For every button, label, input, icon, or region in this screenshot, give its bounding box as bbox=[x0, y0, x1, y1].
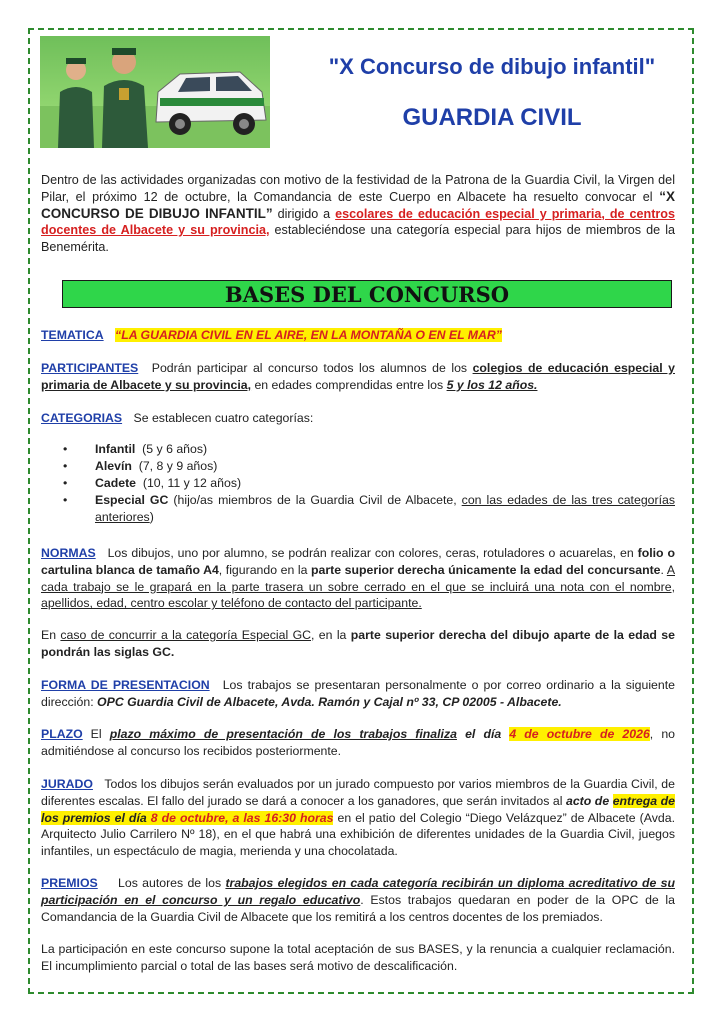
participantes-schools: colegios de educación especial y primaria de Albacete y su provincia, bbox=[41, 361, 675, 392]
premios-diploma: trabajos elegidos en cada categoría recibirán un diploma acreditativo de su participación en el concurso y un regalo educativo bbox=[41, 876, 675, 907]
intro-text-3: estableciéndose una categoría especial para hijos de miembros de la Benemérita. bbox=[41, 223, 675, 255]
normas-text-5: . bbox=[660, 562, 667, 577]
contest-name: “X CONCURSO DE DIBUJO INFANTIL” bbox=[41, 188, 675, 221]
intro-paragraph bbox=[41, 172, 675, 256]
jurado-text-1: Todos los dibujos serán evaluados por un jurado compuesto por varios miembros de la Guardia Civil, de diferentes escalas. El fallo del jurado se dará a conocer a los ganadores, que serán invitados al bbox=[41, 777, 675, 808]
forma-label: FORMA DE PRESENTACION bbox=[41, 678, 210, 692]
jurado-act: acto de bbox=[565, 793, 613, 808]
participantes-label: PARTICIPANTES bbox=[41, 361, 139, 375]
intro-text-2: dirigido a bbox=[272, 206, 336, 221]
section-premios bbox=[41, 875, 675, 925]
normas-age-position: parte superior derecha únicamente la edad del concursante bbox=[310, 562, 661, 577]
section-normas bbox=[41, 545, 675, 612]
jurado-awards: entrega de los premios el día bbox=[41, 793, 676, 825]
target-audience: escolares de educación especial y primaria, de centros docentes de Albacete y su provincia, bbox=[41, 206, 676, 238]
plazo-text-5: , no admitiéndose al concurso los recibidos posteriormente. bbox=[41, 727, 676, 758]
categories-list bbox=[41, 441, 675, 526]
normas-paper: folio o cartulina blanca de tamaño A4 bbox=[41, 546, 675, 577]
categorias-text: Se establecen cuatro categorías: bbox=[133, 411, 314, 425]
normas-label: NORMAS bbox=[41, 546, 96, 560]
category-name: Cadete bbox=[95, 476, 137, 490]
section-jurado bbox=[41, 776, 675, 860]
categorias-label: CATEGORIAS bbox=[41, 411, 123, 425]
bases-heading-text: BASES DEL CONCURSO bbox=[224, 282, 510, 307]
participantes-ages: 5 y los 12 años. bbox=[446, 377, 538, 392]
category-name: Especial GC bbox=[95, 493, 169, 507]
list-item bbox=[41, 492, 675, 526]
category-detail: (10, 11 y 12 años) bbox=[142, 476, 242, 490]
normas-envelope: A cada trabajo se le grapará en la parte trasera un sobre cerrado en el que se incluirá una nota con el nombre, apellidos, edad, centro escolar y teléfono de contacto del participante. bbox=[41, 562, 676, 611]
category-detail-underlined: con las edades de las tres categorías anteriores bbox=[95, 493, 675, 524]
participantes-text-3: en edades comprendidas entre los bbox=[251, 377, 447, 392]
officers-and-vehicle-illustration bbox=[40, 36, 270, 148]
tematica-text: “LA GUARDIA CIVIL EN EL AIRE, EN LA MONTAÑA O EN EL MAR” bbox=[115, 328, 502, 342]
jurado-date: 8 de octubre, a las 16:30 horas bbox=[150, 810, 334, 825]
category-detail: (5 y 6 años) bbox=[142, 442, 208, 456]
list-item bbox=[41, 475, 675, 492]
premios-label: PREMIOS bbox=[41, 876, 98, 890]
section-plazo bbox=[41, 726, 675, 760]
guardia-civil-photo bbox=[40, 36, 270, 148]
especial-case: caso de concurrir a la categoría Especial GC bbox=[60, 628, 312, 642]
category-name: Infantil bbox=[95, 442, 136, 456]
jurado-text-5: en el patio del Colegio “Diego Velázquez” de Albacete (Avda. Arquitecto Julio Carrilero Nº 18), en el que habrá una exhibición de diferentes unidades de la Guardia Civil, juegos infantiles, un espectáculo de magia, merienda y una chocolatada. bbox=[41, 810, 675, 859]
especial-text-3: , en la bbox=[311, 628, 351, 642]
forma-text-1: Los trabajos se presentaran personalmente o por correo ordinario a la siguiente dirección: bbox=[41, 678, 675, 709]
jurado-label: JURADO bbox=[41, 777, 93, 791]
tematica-label: TEMATICA bbox=[41, 328, 104, 342]
premios-text-1: Los autores de los bbox=[118, 876, 226, 890]
category-detail-end: ) bbox=[149, 510, 154, 524]
category-detail: (hijo/as miembros de la Guardia Civil de Albacete, bbox=[173, 493, 462, 507]
section-participantes bbox=[41, 360, 675, 394]
premios-text-3: . Estos trabajos quedaran en poder de la OPC de la Comandancia de la Guardia Civil de Albacete que los remitirá a los centros docentes de los premiados. bbox=[41, 892, 675, 924]
especial-text-1: En bbox=[41, 628, 61, 642]
closing-paragraph bbox=[41, 941, 675, 975]
section-categorias bbox=[41, 410, 675, 427]
normas-text-3: , figurando en la bbox=[218, 562, 311, 577]
section-especial bbox=[41, 627, 675, 661]
list-item bbox=[41, 441, 675, 458]
intro-text-1: Dentro de las actividades organizadas con motivo de la festividad de la Patrona de la Guardia Civil, la Virgen del Pilar, el próximo 12 de octubre, la Comandancia de este Cuerpo en Albacete ha resuelto convocar el bbox=[41, 173, 675, 204]
list-item bbox=[41, 458, 675, 475]
plazo-deadline: plazo máximo de presentación de los trabajos finaliza bbox=[109, 727, 457, 741]
normas-text-1: Los dibujos, uno por alumno, se podrán realizar con colores, ceras, rotuladores o acuarelas, en bbox=[107, 546, 638, 560]
participantes-text-1: Podrán participar al concurso todos los alumnos de los bbox=[151, 361, 473, 375]
contest-title: "X Concurso de dibujo infantil" bbox=[328, 54, 656, 79]
plazo-date: 4 de octubre de 2026 bbox=[509, 727, 650, 741]
section-forma bbox=[41, 677, 675, 711]
category-detail: (7, 8 y 9 años) bbox=[138, 459, 218, 473]
plazo-text-3: el día bbox=[456, 727, 510, 741]
plazo-text-1: El bbox=[90, 727, 110, 741]
closing-text: La participación en este concurso supone la total aceptación de sus BASES, y la renuncia a cualquier reclamación. El incumplimiento parcial o total de las bases será motivo de descalificación. bbox=[41, 942, 675, 973]
especial-gc-mark: parte superior derecha del dibujo aparte de la edad se pondrán las siglas GC. bbox=[41, 628, 675, 659]
forma-address: OPC Guardia Civil de Albacete, Avda. Ramón y Cajal nº 33, CP 02005 - Albacete. bbox=[97, 694, 562, 709]
category-name: Alevín bbox=[95, 459, 132, 473]
organization-title: GUARDIA CIVIL bbox=[402, 104, 582, 131]
bases-heading bbox=[62, 280, 672, 308]
plazo-label: PLAZO bbox=[41, 727, 83, 741]
section-tematica bbox=[41, 327, 675, 344]
